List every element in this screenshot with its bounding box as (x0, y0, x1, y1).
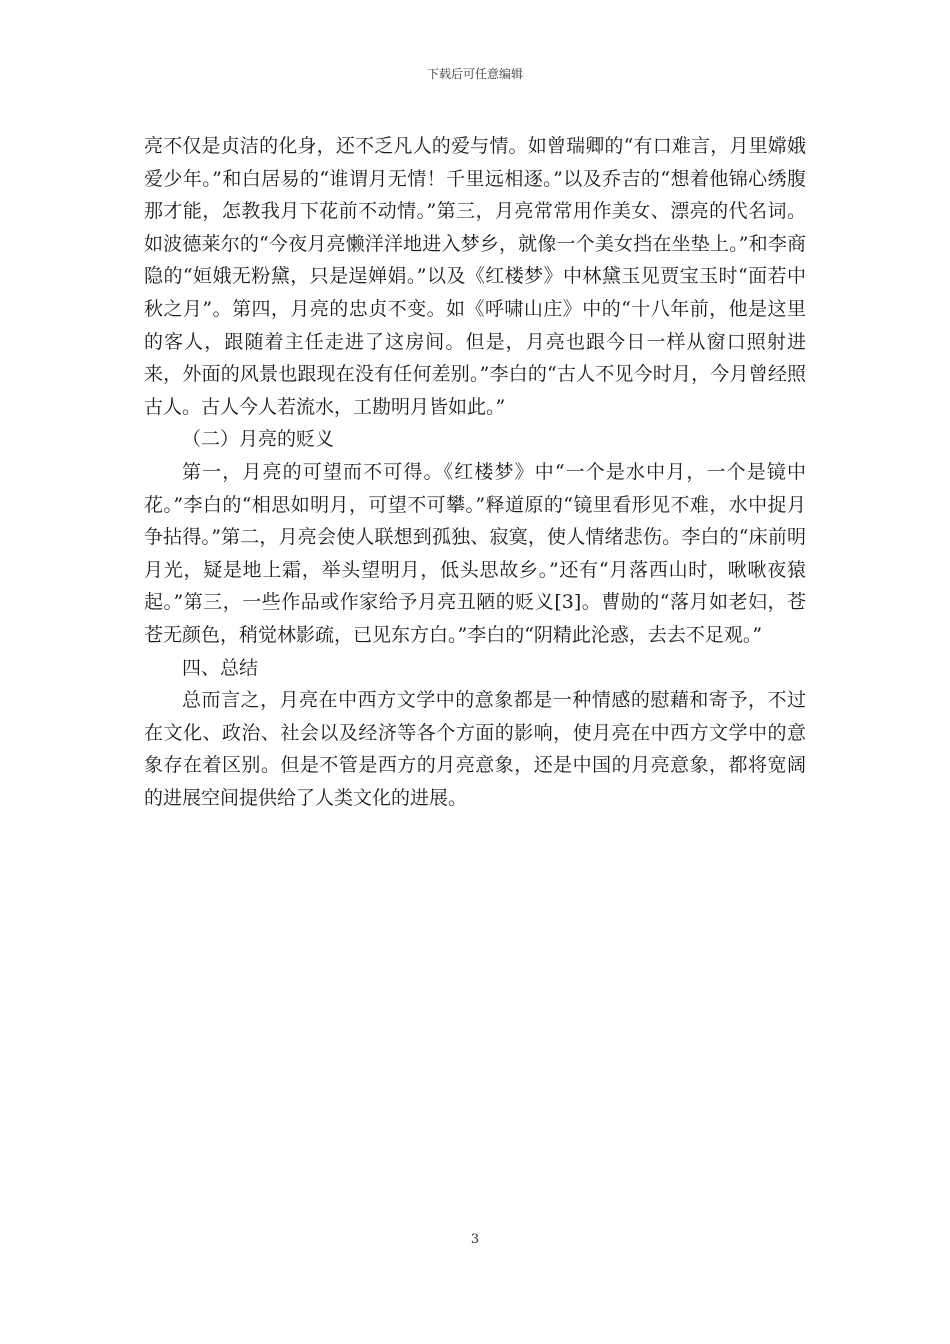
page-number: 3 (470, 1232, 480, 1247)
section-heading-derogatory: （二）月亮的贬义 (182, 428, 335, 451)
paragraph-derogatory: 第一，月亮的可望而不可得。《红楼梦》中“一个是水中月，一个是镜中花。”李白的“相思如明月，可望不可攀。”释道原的“镜里看形见不难，水中捉月争拈得。”第二，月亮会使人联想到孤独、寂寞，使人情绪悲伤。李白的“床前明月光，疑是地上霜，举头望明月，低头思故乡。”还有“月落西山时，啾啾夜猿起。”第三，一些作品或作家给予月亮丑陋的贬义[3]。曹勋的“落月如老妇，苍苍无颜色，稍觉林影疏，已见东方白。”李白的“阴精此沦惑，去去不足观。” (144, 460, 806, 646)
section-heading-summary: 四、总结 (182, 656, 259, 679)
document-body (144, 130, 806, 814)
paragraph-continuation: 亮不仅是贞洁的化身，还不乏凡人的爱与情。如曾瑞卿的“有口难言，月里嫦娥爱少年。”和白居易的“谁谓月无情！千里远相逐。”以及乔吉的“想着他锦心绣腹那才能，怎教我月下花前不动情。”第三，月亮常常用作美女、漂亮的代名词。如波德莱尔的“今夜月亮懒洋洋地进入梦乡，就像一个美女挡在坐垫上。”和李商隐的“姮娥无粉黛，只是逞婵娟。”以及《红楼梦》中林黛玉见贾宝玉时“面若中秋之月”。第四，月亮的忠贞不变。如《呼啸山庄》中的“十八年前，他是这里的客人，跟随着主任走进了这房间。但是，月亮也跟今日一样从窗口照射进来，外面的风景也跟现在没有任何差别。”李白的“古人不见今时月，今月曾经照古人。古人今人若流水，工勘明月皆如此。” (144, 135, 806, 418)
paragraph-summary: 总而言之，月亮在中西方文学中的意象都是一种情感的慰藉和寄予，不过在文化、政治、社会以及经济等各个方面的影响，使月亮在中西方文学中的意象存在着区别。但是不管是西方的月亮意象，还是中国的月亮意象，都将宽阔的进展空间提供给了人类文化的进展。 (144, 689, 806, 809)
page-header: 下载后可任意编辑 (426, 67, 523, 81)
